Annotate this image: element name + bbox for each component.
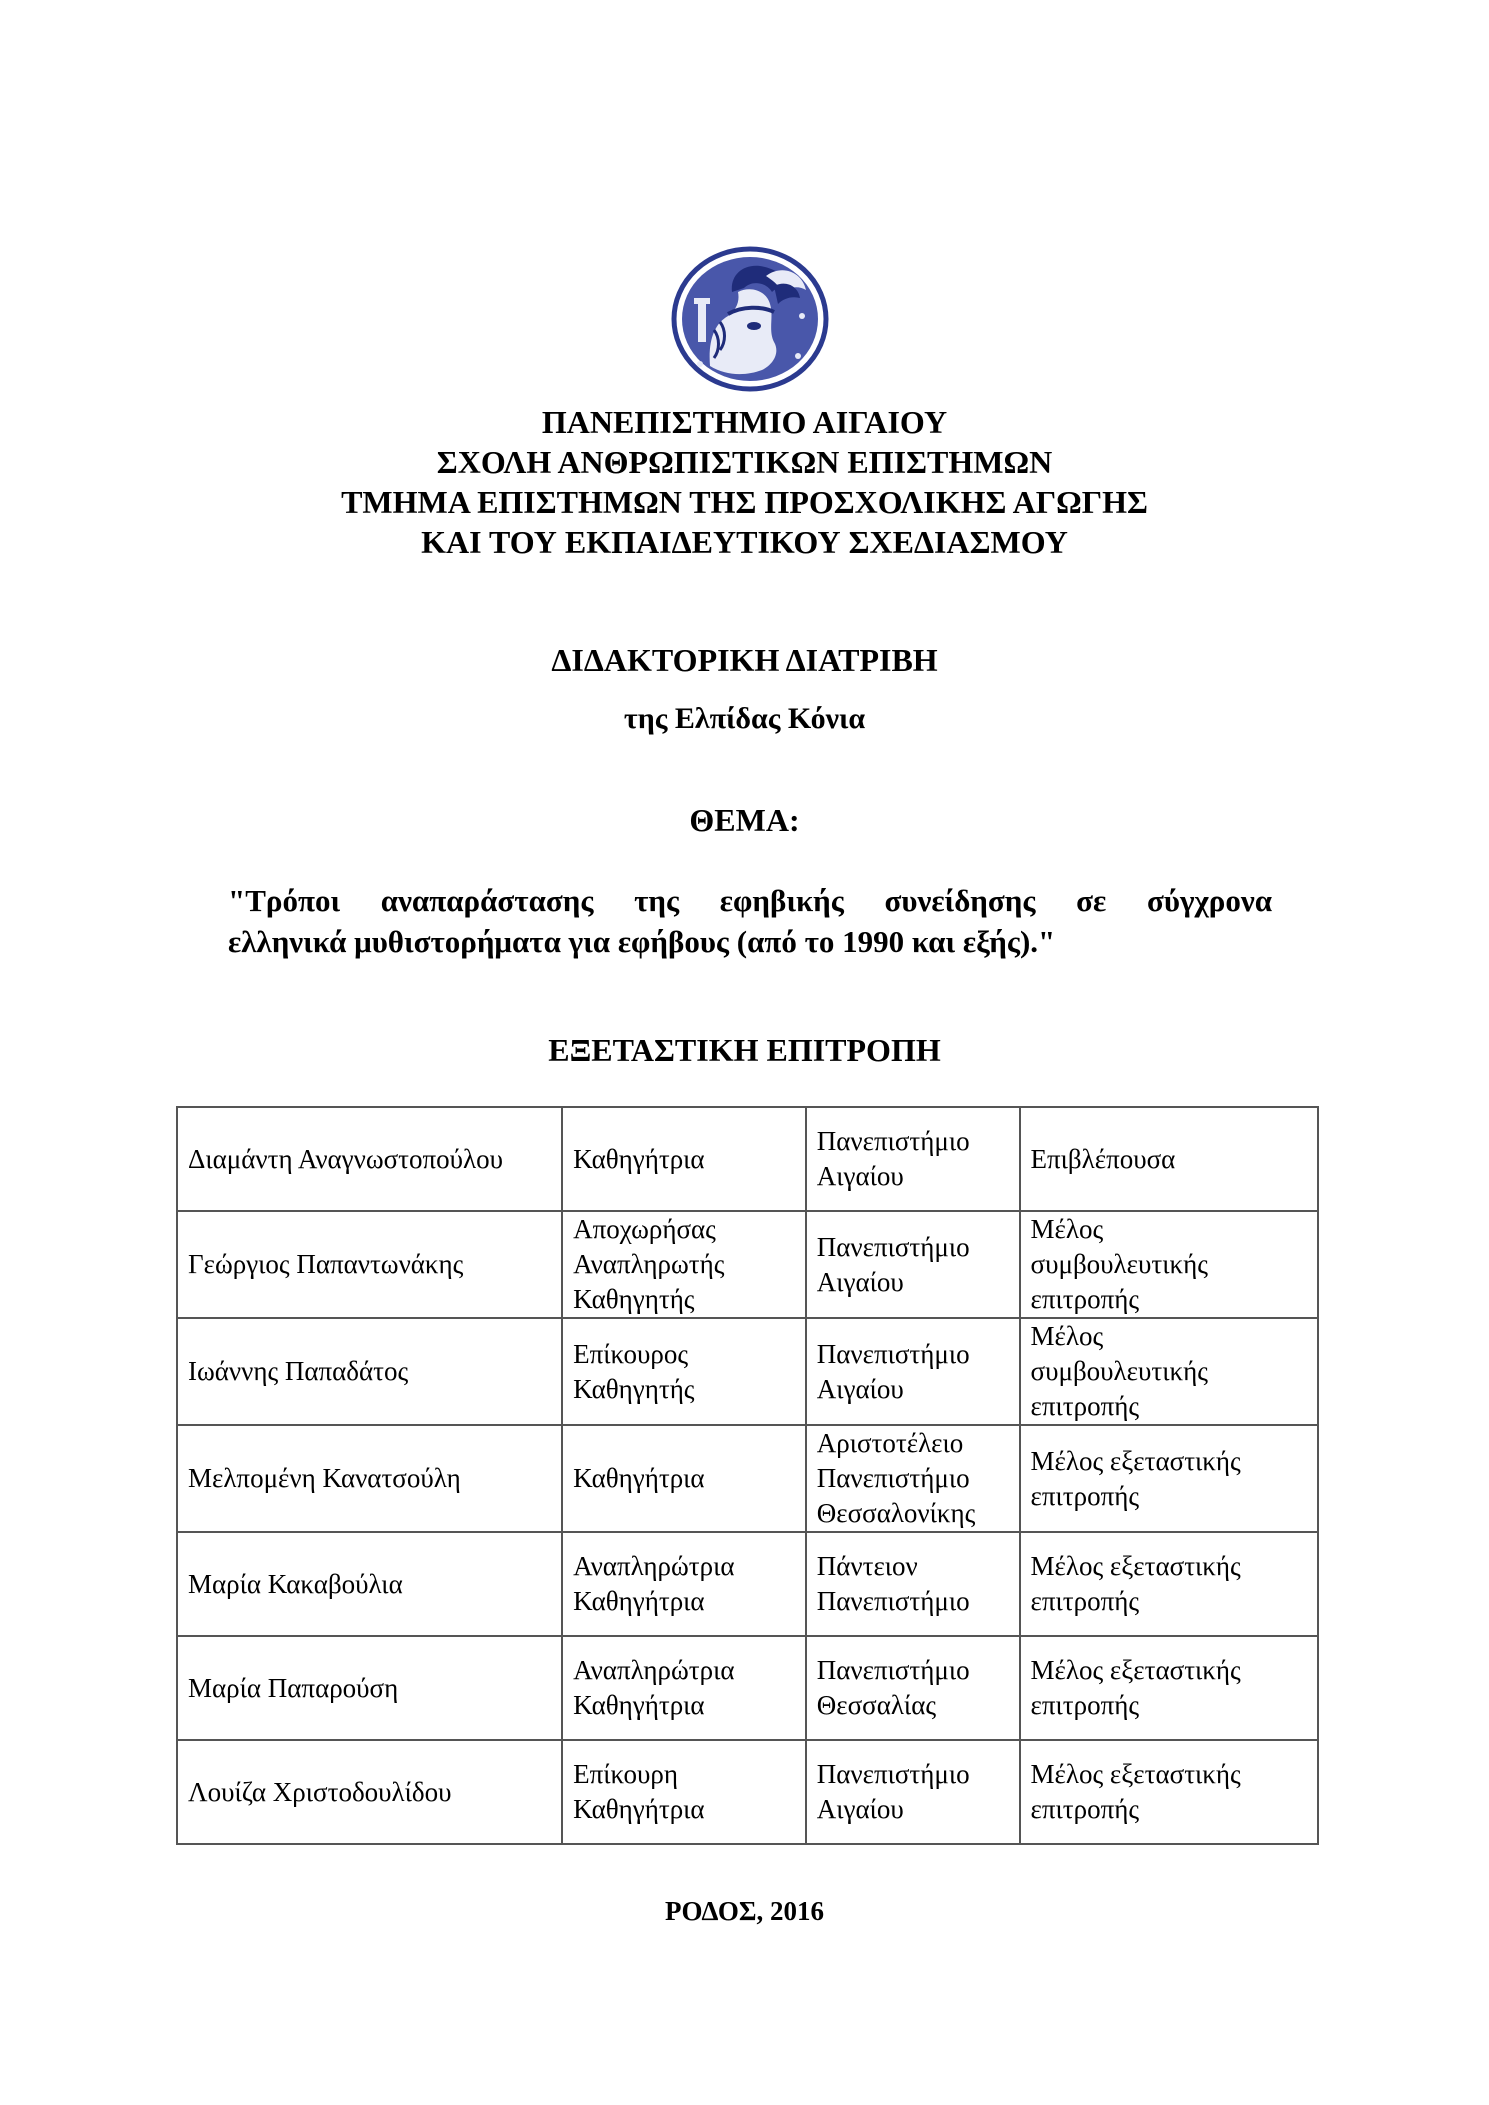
member-name: Μαρία Κακαβούλια (177, 1532, 562, 1636)
thesis-theme-line1: "Τρόποι αναπαράστασης της εφηβικής συνείδησης σε σύγχρονα (228, 883, 1272, 918)
member-rank: Επίκουρη Καθηγήτρια (562, 1740, 806, 1844)
member-rank: Αναπληρώτρια Καθηγήτρια (562, 1532, 806, 1636)
member-role: Μέλος εξεταστικής επιτροπής (1020, 1636, 1318, 1740)
member-role: Μέλος εξεταστικής επιτροπής (1020, 1532, 1318, 1636)
member-name: Διαμάντη Αναγνωστοπούλου (177, 1107, 562, 1211)
member-role: Μέλος συμβουλευτικής επιτροπής (1020, 1318, 1318, 1425)
member-university: Αριστοτέλειο Πανεπιστήμιο Θεσσαλονίκης (806, 1425, 1020, 1532)
committee-table (176, 1106, 1319, 1845)
table-row (177, 1636, 1318, 1740)
member-role: Μέλος συμβουλευτικής επιτροπής (1020, 1211, 1318, 1318)
member-rank: Καθηγήτρια (562, 1425, 806, 1532)
member-rank: Αποχωρήσας Αναπληρωτής Καθηγητής (562, 1211, 806, 1318)
member-university: Πανεπιστήμιο Αιγαίου (806, 1107, 1020, 1211)
member-rank: Καθηγήτρια (562, 1107, 806, 1211)
member-rank: Επίκουρος Καθηγητής (562, 1318, 806, 1425)
table-row (177, 1107, 1318, 1211)
table-row (177, 1425, 1318, 1532)
department-name-line1: ΤΜΗΜΑ ΕΠΙΣΤΗΜΩΝ ΤΗΣ ΠΡΟΣΧΟΛΙΚΗΣ ΑΓΩΓΗΣ (341, 484, 1148, 520)
table-row (177, 1318, 1318, 1425)
table-row (177, 1532, 1318, 1636)
member-university: Πανεπιστήμιο Αιγαίου (806, 1211, 1020, 1318)
member-name: Μελπομένη Κανατσούλη (177, 1425, 562, 1532)
member-name: Γεώργιος Παπαντωνάκης (177, 1211, 562, 1318)
thesis-type: ΔΙΔΑΚΤΟΡΙΚΗ ΔΙΑΤΡΙΒΗ (551, 642, 938, 678)
table-row (177, 1211, 1318, 1318)
thesis-theme (228, 880, 1272, 962)
member-role: Επιβλέπουσα (1020, 1107, 1318, 1211)
university-seal-icon (670, 246, 830, 392)
institution-heading (0, 402, 1489, 562)
theme-label: ΘΕΜΑ: (689, 802, 800, 838)
school-name: ΣΧΟΛΗ ΑΝΘΡΩΠΙΣΤΙΚΩΝ ΕΠΙΣΤΗΜΩΝ (436, 444, 1053, 480)
thesis-author: της Ελπίδας Κόνια (623, 702, 866, 735)
member-name: Ιωάννης Παπαδάτος (177, 1318, 562, 1425)
department-name-line2: ΚΑΙ ΤΟΥ ΕΚΠΑΙΔΕΥΤΙΚΟΥ ΣΧΕΔΙΑΣΜΟΥ (421, 524, 1068, 560)
table-row (177, 1740, 1318, 1844)
committee-title: ΕΞΕΤΑΣΤΙΚΗ ΕΠΙΤΡΟΠΗ (548, 1032, 941, 1068)
member-university: Πανεπιστήμιο Αιγαίου (806, 1740, 1020, 1844)
thesis-theme-line2: ελληνικά μυθιστορήματα για εφήβους (από το 1990 και εξής)." (228, 924, 1056, 959)
member-university: Πανεπιστήμιο Αιγαίου (806, 1318, 1020, 1425)
member-rank: Αναπληρώτρια Καθηγήτρια (562, 1636, 806, 1740)
member-role: Μέλος εξεταστικής επιτροπής (1020, 1425, 1318, 1532)
member-role: Μέλος εξεταστικής επιτροπής (1020, 1740, 1318, 1844)
member-name: Λουίζα Χριστοδουλίδου (177, 1740, 562, 1844)
university-name: ΠΑΝΕΠΙΣΤΗΜΙΟ ΑΙΓΑΙΟΥ (541, 404, 948, 440)
member-name: Μαρία Παπαρούση (177, 1636, 562, 1740)
member-university: Πανεπιστήμιο Θεσσαλίας (806, 1636, 1020, 1740)
place-date: ΡΟΔΟΣ, 2016 (664, 1896, 824, 1926)
member-university: Πάντειον Πανεπιστήμιο (806, 1532, 1020, 1636)
